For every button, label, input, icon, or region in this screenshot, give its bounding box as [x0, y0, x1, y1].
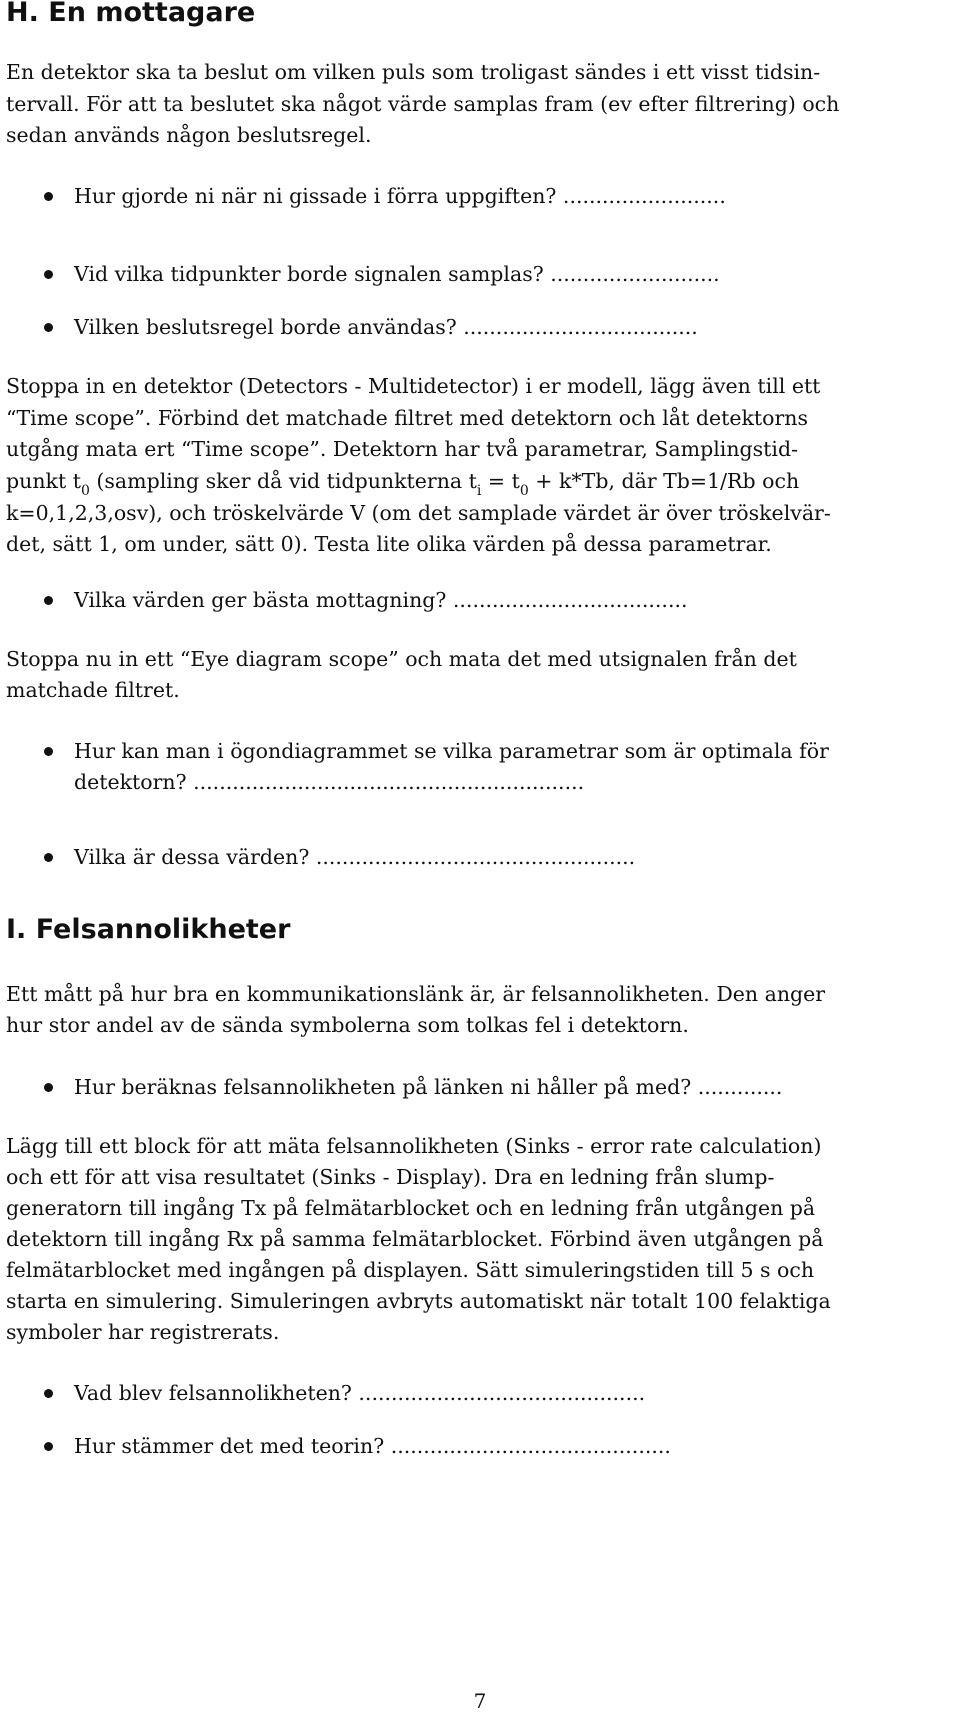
error-rate-paragraph-line-7: symboler har registrerats.	[6, 1320, 280, 1344]
question-result-error-probability: Vad blev felsannolikheten? ............................................	[74, 1381, 646, 1405]
bullet-icon	[44, 853, 53, 862]
question-these-values: Vilka är dessa värden? .................................................	[74, 845, 636, 869]
bullet-icon	[44, 1083, 53, 1092]
bullet-icon	[44, 1442, 53, 1451]
section-h-heading: H. En mottagare	[6, 0, 256, 28]
question-guess-method: Hur gjorde ni när ni gissade i förra uppgiften? .........................	[74, 184, 726, 208]
error-rate-paragraph-line-5: felmätarblocket med ingången på displayen. Sätt simuleringstiden till 5 s och	[6, 1258, 815, 1282]
error-rate-paragraph-line-4: detektorn till ingång Rx på samma felmätarblocket. Förbind även utgången på	[6, 1227, 824, 1251]
error-rate-paragraph-line-2: och ett för att visa resultatet (Sinks - Display). Dra en ledning från slump-	[6, 1165, 775, 1189]
section-i-heading: I. Felsannolikheter	[6, 914, 291, 945]
eye-diagram-paragraph-line-1: Stoppa nu in ett “Eye diagram scope” och mata det med utsignalen från det	[6, 647, 797, 671]
error-rate-paragraph-line-3: generatorn till ingång Tx på felmätarblocket och en ledning från utgången på	[6, 1196, 816, 1220]
error-rate-paragraph-line-6: starta en simulering. Simuleringen avbryts automatiskt när totalt 100 felaktiga	[6, 1289, 831, 1313]
section-i-intro-line-2: hur stor andel av de sända symbolerna som tolkas fel i detektorn.	[6, 1013, 689, 1037]
bullet-icon	[44, 270, 53, 279]
page-number: 7	[473, 1689, 487, 1713]
bullet-icon	[44, 1389, 53, 1398]
section-h-intro-line-2: tervall. För att ta beslutet ska något värde samplas fram (ev efter filtrering) och	[6, 92, 840, 116]
section-h-intro-line-1: En detektor ska ta beslut om vilken puls som troligast sändes i ett visst tidsin-	[6, 60, 821, 84]
question-decision-rule: Vilken beslutsregel borde användas? ....................................	[74, 315, 698, 339]
section-i-intro-line-1: Ett mått på hur bra en kommunikationslänk är, är felsannolikheten. Den anger	[6, 982, 826, 1006]
question-eye-diagram-line-1: Hur kan man i ögondiagrammet se vilka parametrar som är optimala för	[74, 739, 829, 763]
bullet-icon	[44, 323, 53, 332]
section-h-intro-line-3: sedan används någon beslutsregel.	[6, 123, 372, 147]
question-eye-diagram-line-2: detektorn? ............................................................	[74, 770, 585, 794]
question-theory-match: Hur stämmer det med teorin? ...........................................	[74, 1434, 671, 1458]
bullet-icon	[44, 192, 53, 201]
bullet-icon	[44, 596, 53, 605]
bullet-icon	[44, 747, 53, 756]
detector-paragraph-line-1: Stoppa in en detektor (Detectors - Multidetector) i er modell, lägg även till ett	[6, 374, 821, 398]
detector-paragraph-line-6: det, sätt 1, om under, sätt 0). Testa lite olika värden på dessa parametrar.	[6, 532, 772, 556]
question-best-values: Vilka värden ger bästa mottagning? ....................................	[74, 588, 688, 612]
error-rate-paragraph-line-1: Lägg till ett block för att mäta felsannolikheten (Sinks - error rate calculation)	[6, 1134, 822, 1158]
detector-paragraph-line-4: punkt $t_0$ (sampling sker då vid tidpunkterna $t_i = t_0 + k*Tb$, där Tb=1/Rb och	[6, 469, 800, 499]
question-error-probability: Hur beräknas felsannolikheten på länken ni håller på med? .............	[74, 1075, 783, 1099]
detector-paragraph-line-2: “Time scope”. Förbind det matchade filtret med detektorn och låt detektorns	[6, 406, 808, 430]
detector-paragraph-line-5: k=0,1,2,3,osv), och tröskelvärde V (om det samplade värdet är över tröskelvär-	[6, 501, 831, 525]
question-sampling-times: Vid vilka tidpunkter borde signalen samplas? ..........................	[74, 262, 720, 286]
detector-paragraph-line-3: utgång mata ert “Time scope”. Detektorn har två parametrar, Samplingstid-	[6, 437, 799, 461]
eye-diagram-paragraph-line-2: matchade filtret.	[6, 678, 180, 702]
